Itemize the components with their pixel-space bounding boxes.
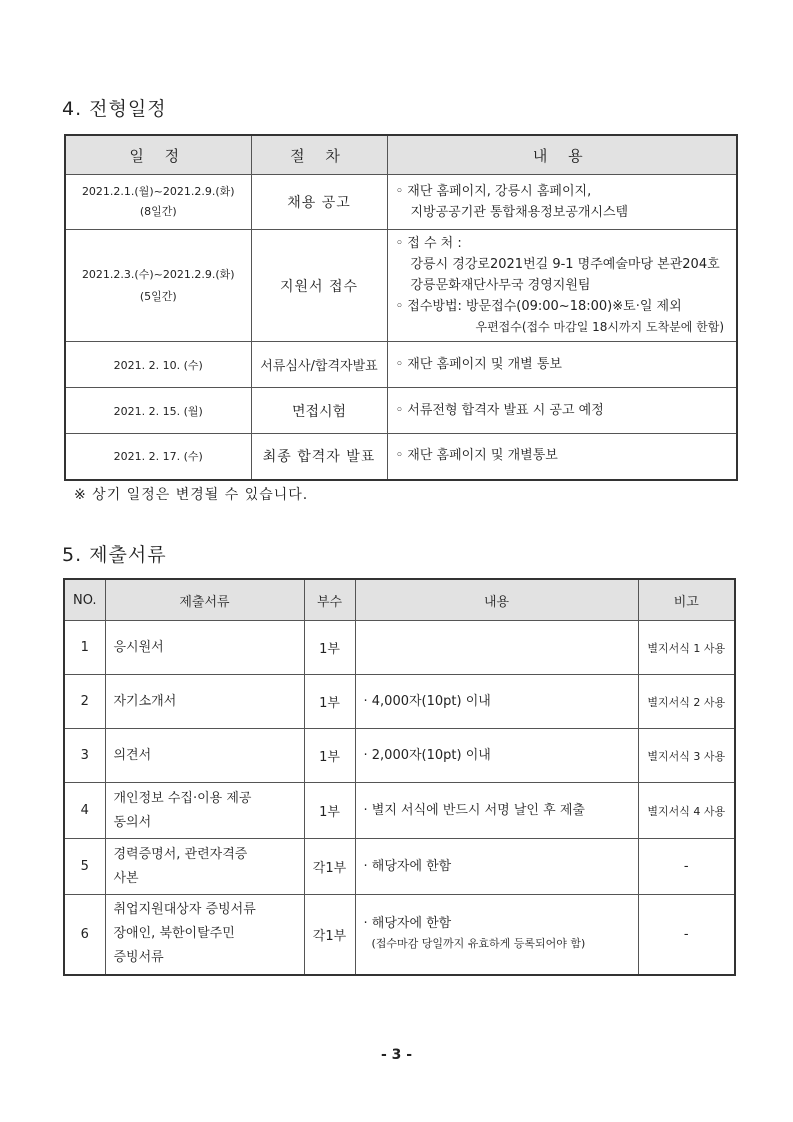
doc-copies: 1부: [304, 729, 355, 783]
documents-row: [64, 675, 735, 729]
schedule-row: [65, 175, 737, 230]
doc-no: 4: [64, 783, 105, 839]
doc-remark: 별지서식 3 사용: [638, 729, 735, 783]
schedule-header-step: 절 차: [251, 135, 387, 175]
doc-copies: 1부: [304, 675, 355, 729]
documents-header-doc: 제출서류: [105, 579, 304, 621]
documents-table: [63, 578, 736, 976]
doc-remark: 별지서식 2 사용: [638, 675, 735, 729]
schedule-header-content: 내 용: [387, 135, 737, 175]
doc-copies: 각1부: [304, 895, 355, 975]
doc-remark: -: [638, 895, 735, 975]
schedule-date: 2021. 2. 10. (수): [65, 342, 251, 388]
documents-row: [64, 621, 735, 675]
doc-name: [105, 895, 304, 975]
schedule-date: 2021. 2. 15. (월): [65, 388, 251, 434]
doc-no: 3: [64, 729, 105, 783]
documents-row: [64, 783, 735, 839]
doc-no: 5: [64, 839, 105, 895]
documents-header-row: [64, 579, 735, 621]
schedule-row: [65, 230, 737, 342]
date-line: (5일간): [139, 289, 177, 303]
doc-copies: 1부: [304, 783, 355, 839]
documents-header-content: 내용: [355, 579, 638, 621]
doc-name: 자기소개서: [105, 675, 304, 729]
schedule-row: [65, 388, 737, 434]
schedule-date: [65, 175, 251, 230]
schedule-row: [65, 342, 737, 388]
doc-copies: 1부: [304, 621, 355, 675]
schedule-content: [387, 230, 737, 342]
date-line: (8일간): [139, 205, 177, 218]
doc-no: 6: [64, 895, 105, 975]
doc-name-line: 증빙서류: [113, 950, 164, 966]
doc-name: 의견서: [105, 729, 304, 783]
doc-name-line: 취업지원대상자 증빙서류: [113, 902, 256, 918]
schedule-content: ◦ 재단 홈페이지 및 개별 통보: [387, 342, 737, 388]
doc-remark: -: [638, 839, 735, 895]
schedule-date: [65, 230, 251, 342]
documents-row: [64, 729, 735, 783]
doc-name: 응시원서: [105, 621, 304, 675]
schedule-step: 지원서 접수: [251, 230, 387, 342]
content-line: ◦ 재단 홈페이지, 강릉시 홈페이지,: [395, 184, 592, 199]
page-number: - 3 -: [380, 1047, 413, 1063]
doc-content: · 2,000자(10pt) 이내: [355, 729, 638, 783]
documents-row: [64, 895, 735, 975]
doc-content-line: (접수마감 당일까지 유효하게 등록되어야 함): [371, 937, 586, 951]
documents-header-remark: 비고: [638, 579, 735, 621]
section-4-heading: 4. 전형일정: [62, 98, 167, 120]
doc-copies: 각1부: [304, 839, 355, 895]
doc-no: 2: [64, 675, 105, 729]
doc-remark: 별지서식 4 사용: [638, 783, 735, 839]
schedule-header-row: [65, 135, 737, 175]
doc-name-line: 장애인, 북한이탈주민: [113, 926, 235, 942]
date-line: 2021.2.1.(월)~2021.2.9.(화): [81, 185, 235, 198]
doc-name: [105, 839, 304, 895]
schedule-date: 2021. 2. 17. (수): [65, 434, 251, 480]
date-line: 2021.2.3.(수)~2021.2.9.(화): [81, 267, 235, 281]
content-line: ◦ 접수방법: 방문접수(09:00~18:00)※토·일 제외: [395, 299, 682, 314]
content-line: 강릉문화재단사무국 경영지원팀: [410, 278, 591, 293]
doc-remark: 별지서식 1 사용: [638, 621, 735, 675]
schedule-step: 서류심사/합격자발표: [251, 342, 387, 388]
schedule-content: [387, 175, 737, 230]
documents-header-copies: 부수: [304, 579, 355, 621]
content-line: ◦ 접 수 처 :: [395, 236, 462, 251]
documents-row: [64, 839, 735, 895]
doc-content: [355, 895, 638, 975]
doc-name-line: 동의서: [113, 814, 152, 830]
schedule-content: ◦ 서류전형 합격자 발표 시 공고 예정: [387, 388, 737, 434]
schedule-row: [65, 434, 737, 480]
doc-content: [355, 621, 638, 675]
doc-content: · 별지 서식에 반드시 서명 날인 후 제출: [355, 783, 638, 839]
section-5-heading: 5. 제출서류: [62, 544, 167, 566]
doc-name-line: 경력증명서, 관련자격증: [113, 846, 248, 862]
schedule-content: ◦ 재단 홈페이지 및 개별통보: [387, 434, 737, 480]
content-line: 강릉시 경강로2021번길 9-1 명주예술마당 본관204호: [410, 257, 720, 272]
doc-name-line: 사본: [113, 870, 139, 886]
doc-no: 1: [64, 621, 105, 675]
schedule-step: 최종 합격자 발표: [251, 434, 387, 480]
content-line: 우편접수(접수 마감일 18시까지 도착분에 한함): [475, 320, 725, 334]
content-line: 지방공공기관 통합채용정보공개시스템: [410, 205, 629, 220]
schedule-header-date: 일 정: [65, 135, 251, 175]
doc-content: · 해당자에 한함: [355, 839, 638, 895]
doc-content: · 4,000자(10pt) 이내: [355, 675, 638, 729]
doc-name: [105, 783, 304, 839]
doc-content-line: · 해당자에 한함: [363, 916, 452, 932]
schedule-step: 면접시험: [251, 388, 387, 434]
schedule-step: 채용 공고: [251, 175, 387, 230]
documents-header-no: NO.: [64, 579, 105, 621]
schedule-table: [64, 134, 738, 481]
schedule-note: ※ 상기 일정은 변경될 수 있습니다.: [74, 487, 309, 503]
doc-name-line: 개인정보 수집·이용 제공: [113, 790, 252, 806]
